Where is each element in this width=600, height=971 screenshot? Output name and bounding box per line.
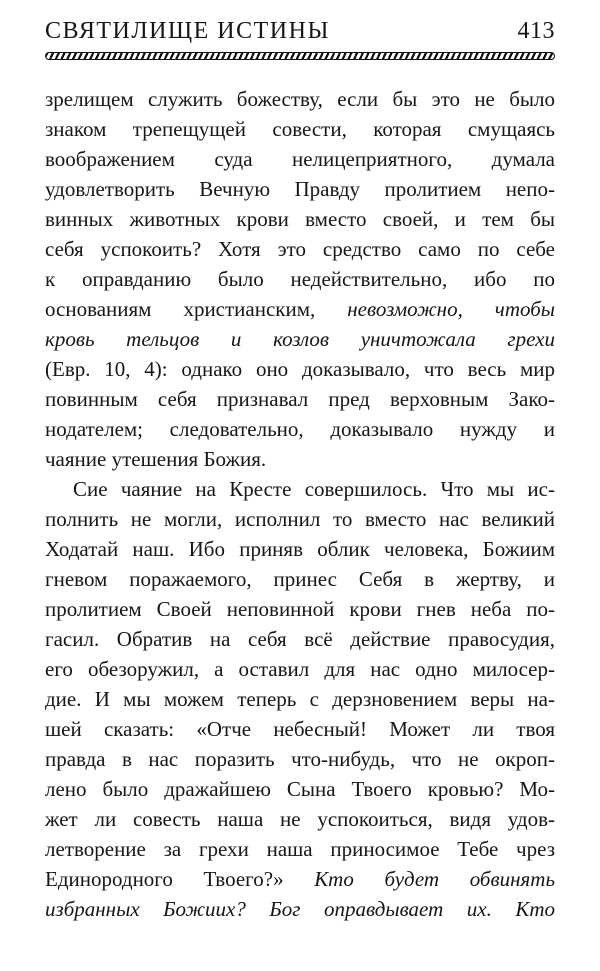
text-run: винных животных крови вместо своей, и тем бы: [45, 207, 555, 231]
text-run: к оправданию было недействительно, ибо по: [45, 267, 555, 291]
running-head: [45, 18, 555, 45]
text-run: его обезоружил, а оставил для нас одно милосер-: [45, 657, 555, 681]
text-line: [45, 594, 555, 624]
text-line: [45, 804, 555, 834]
text-line: [45, 264, 555, 294]
text-line: [45, 564, 555, 594]
text-run: себя успокоить? Хотя это средство само по себе: [45, 237, 555, 261]
text-run: летворение за грехи наша приносимое Тебе чрез: [45, 837, 555, 861]
text-run: основаниям христианским,: [45, 297, 348, 321]
text-line: [45, 444, 555, 474]
text-run: знаком трепещущей совести, которая смущаясь: [45, 117, 555, 141]
text-run: правда в нас поразить что-нибудь, что не окроп-: [45, 747, 555, 771]
text-run: гасил. Обратив на себя всё действие правосудия,: [45, 627, 555, 651]
text-run: полнить не могли, исполнил то вместо нас великий: [45, 507, 555, 531]
italic-text-run: невозможно, чтобы: [347, 297, 555, 321]
italic-text-run: кровь тельцов и козлов уничтожала грехи: [45, 327, 555, 351]
text-line: [45, 774, 555, 804]
text-line: [45, 414, 555, 444]
text-line: [45, 654, 555, 684]
text-run: Ходатай наш. Ибо приняв облик человека, Божиим: [45, 537, 555, 561]
text-line: [45, 144, 555, 174]
text-line: [45, 114, 555, 144]
text-line: [45, 624, 555, 654]
text-run: дие. И мы можем теперь с дерзновением веры на-: [45, 687, 555, 711]
text-line: [45, 204, 555, 234]
text-run: (Евр. 10, 4): однако оно доказывало, что весь мир: [45, 357, 555, 381]
italic-text-run: избранных Божиих? Бог оправдывает их. Кто: [45, 897, 555, 921]
text-run: чаяние утешения Божия.: [45, 447, 267, 471]
text-line: [45, 474, 555, 504]
text-run: пролитием Своей неповинной крови гнев неба по-: [45, 597, 555, 621]
text-run: лено было дражайшею Сына Твоего кровью? Мо-: [45, 777, 555, 801]
text-run: жет ли совесть наша не успокоиться, видя удов-: [45, 807, 555, 831]
text-run: зрелищем служить божеству, если бы это не было: [45, 87, 555, 111]
text-run: Сие чаяние на Кресте совершилось. Что мы ис-: [73, 477, 555, 501]
text-run: повинным себя признавал пред верховным Зако-: [45, 387, 555, 411]
text-line: [45, 834, 555, 864]
text-line: [45, 534, 555, 564]
text-line: [45, 504, 555, 534]
text-line: [45, 744, 555, 774]
body-text: [45, 84, 555, 924]
text-run: нодателем; следовательно, доказывало нужду и: [45, 417, 555, 441]
text-line: [45, 294, 555, 324]
text-run: удовлетворить Вечную Правду пролитием непо-: [45, 177, 555, 201]
text-line: [45, 234, 555, 264]
chapter-title: СВЯТИЛИЩЕ ИСТИНЫ: [45, 18, 330, 44]
text-line: [45, 84, 555, 114]
text-run: воображением суда нелицеприятного, думала: [45, 147, 555, 171]
text-line: [45, 324, 555, 354]
text-line: [45, 174, 555, 204]
text-line: [45, 684, 555, 714]
italic-text-run: Кто будет обвинять: [314, 867, 555, 891]
text-run: гневом поражаемого, принес Себя в жертву, и: [45, 567, 555, 591]
text-line: [45, 714, 555, 744]
text-line: [45, 384, 555, 414]
rope-divider: [45, 52, 555, 60]
text-run: шей сказать: «Отче небесный! Может ли твоя: [45, 717, 555, 741]
text-line: [45, 354, 555, 384]
text-run: Единородного Твоего?»: [45, 867, 315, 891]
text-line: [45, 894, 555, 924]
text-line: [45, 864, 555, 894]
page-number: 413: [517, 18, 555, 44]
